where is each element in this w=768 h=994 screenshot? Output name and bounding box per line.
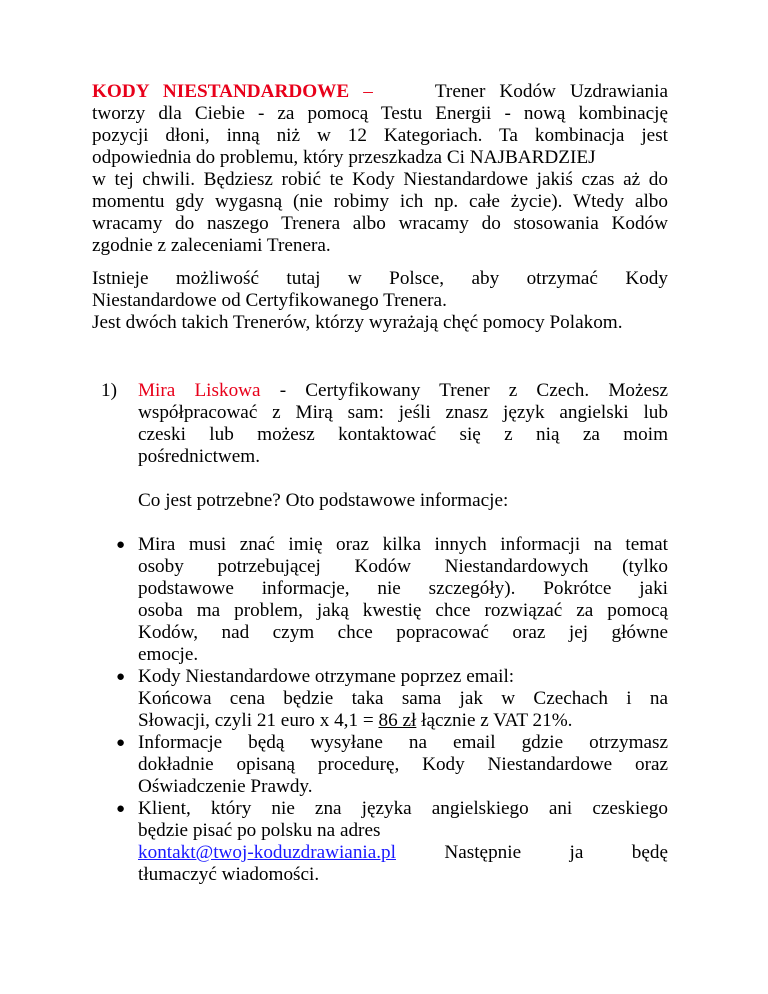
item1-line-4: pośrednictwem. [138,446,261,467]
bullet-dot-icon: ● [116,801,126,817]
bullet1-line-6: emocje. [138,644,199,665]
bullet2-line-1: Kody Niestandardowe otrzymane poprzez email: [138,666,515,687]
bullet2-line-2: Końcowa cena będzie taka sama jak w Czechach i na [138,688,668,709]
bullet2-line-3-post: łącznie z VAT 21%. [416,710,573,731]
intro-paragraph [92,81,668,257]
intro-line-5: w tej chwili. Będziesz robić te Kody Niestandardowe jakiś czas aż do [92,169,668,190]
bullet4-line-3-rest: Następnie ja będę [444,842,668,863]
bullet2-line-3-pre: Słowacji, czyli 21 euro x 4,1 = [138,710,379,731]
intro-line-6: momentu gdy wygasną (nie robimy ich np. całe życie). Wtedy albo [92,191,668,212]
bullet1-line-2: osoby potrzebującej Kodów Niestandardowych (tylko [138,556,668,577]
para2-line-2: Niestandardowe od Certyfikowanego Trenera. [92,290,447,311]
intro-line-2: tworzy dla Ciebie - za pomocą Testu Energii - nową kombinację [92,103,668,124]
trainer-name: Mira Liskowa [138,380,261,401]
bullet1-line-1: Mira musi znać imię oraz kilka innych informacji na temat [138,534,668,555]
bullet4-line-2: będzie pisać po polsku na adres [138,820,381,841]
item1-line-1-rest: - Certyfikowany Trener z Czech. Możesz [260,380,668,401]
bullet-dot-icon: ● [116,735,126,751]
item1-line-2: współpracować z Mirą sam: jeśli znasz język angielski lub [138,402,668,423]
list-item [116,666,668,732]
intro-line-7: wracamy do naszego Trenera albo wracamy do stosowania Kodów [92,213,668,234]
bullet4-line-3 [138,842,668,864]
contact-email-link[interactable]: kontakt@twoj-koduzdrawiania.pl [138,842,396,863]
bullet-dot-icon: ● [116,537,126,553]
bullet1-line-5: Kodów, nad czym chce popracować oraz jej główne [138,622,668,643]
bullet3-line-1: Informacje będą wysyłane na email gdzie otrzymasz [138,732,668,753]
numbered-item-1 [92,380,668,512]
bullet-dot-icon: ● [116,669,126,685]
bullet1-line-4: osoba ma problem, jaką kwestię chce rozwiązać za pomocą [138,600,668,621]
para2-line-1: Istnieje możliwość tutaj w Polsce, aby otrzymać Kody [92,268,668,289]
heading-kody-niestandardowe: KODY NIESTANDARDOWE [92,81,350,102]
item1-line-3: czeski lub możesz kontaktować się z nią za moim [138,424,668,445]
intro-line-1 [92,81,668,103]
question-line: Co jest potrzebne? Oto podstawowe informacje: [138,490,509,511]
list-item [116,732,668,798]
list-item [116,798,668,886]
bullet3-line-3: Oświadczenie Prawdy. [138,776,313,797]
para2-line-3: Jest dwóch takich Trenerów, którzy wyrażają chęć pomocy Polakom. [92,312,623,333]
availability-paragraph [92,268,668,334]
bullet3-line-2: dokładnie opisaną procedurę, Kody Niestandardowe oraz [138,754,668,775]
item1-line-1 [138,380,668,402]
bullet4-line-1: Klient, który nie zna języka angielskiego ani czeskiego [138,798,668,819]
bullet1-line-3: podstawowe informacje, nie szczegóły). Pokrótce jaki [138,578,668,599]
intro-line-1-rest: Trener Kodów Uzdrawiania [434,81,668,102]
bullet2-line-3 [138,710,668,732]
document-page [92,81,668,886]
price-value: 86 zł [378,710,417,731]
bullet4-line-4: tłumaczyć wiadomości. [138,864,320,885]
heading-dash: – [349,81,387,102]
list-item [116,534,668,666]
intro-line-4: odpowiednia do problemu, który przeszkadza Ci NAJBARDZIEJ [92,147,596,168]
intro-line-8: zgodnie z zaleceniami Trenera. [92,235,331,256]
intro-line-3: pozycji dłoni, inną niż w 12 Kategoriach. Ta kombinacja jest [92,125,668,146]
item-number: 1) [101,380,117,401]
info-bullet-list [92,534,668,886]
